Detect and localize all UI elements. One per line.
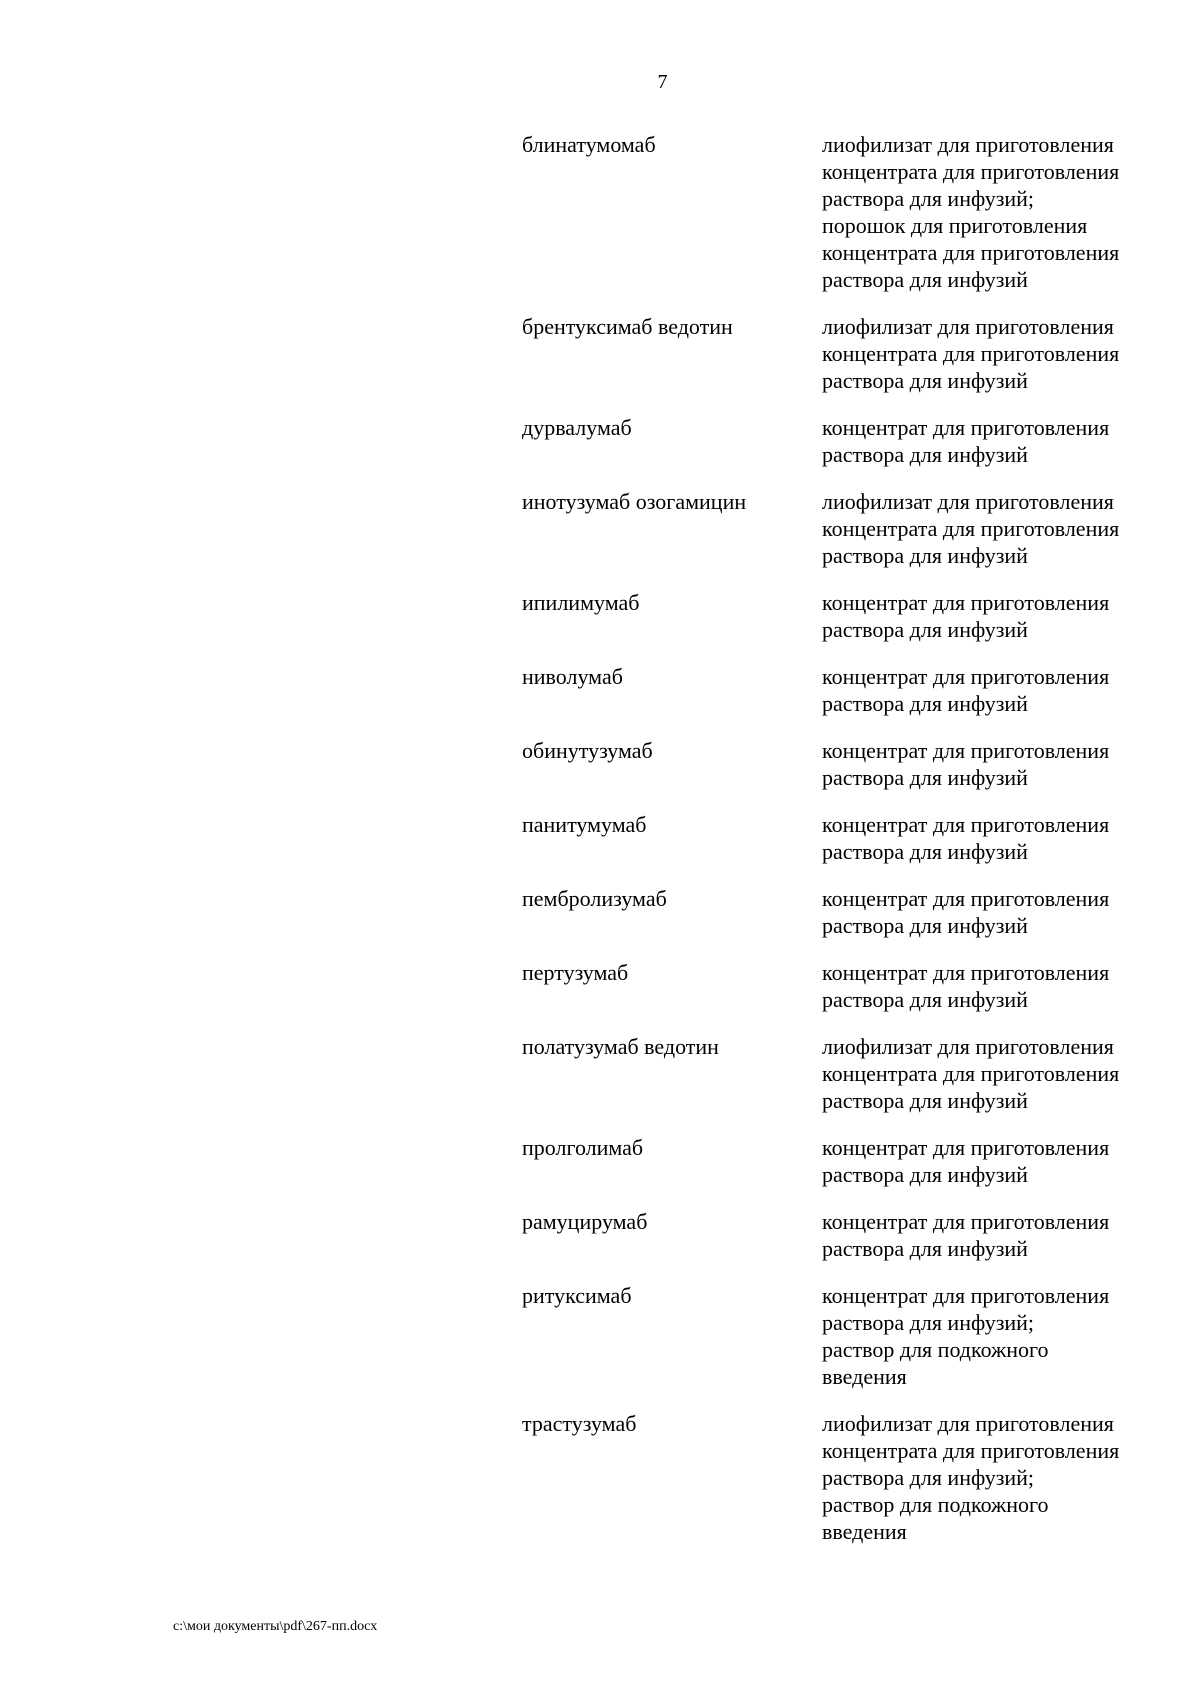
drug-name: инотузумаб озогамицин [522,489,747,514]
footer-file-path: c:\мои документы\pdf\267-пп.docx [173,1619,378,1634]
dosage-form-line: раствора для инфузий [822,543,1028,568]
dosage-form-line: лиофилизат для приготовления [822,1411,1114,1436]
drug-list [522,131,1182,1565]
dosage-form-line: концентрата для приготовления [822,1438,1120,1463]
dosage-form-line: раствора для инфузий [822,913,1028,938]
dosage-form-line: раствора для инфузий; [822,1465,1035,1490]
dosage-forms [822,1282,1182,1390]
drug-name: дурвалумаб [522,415,632,440]
drug-entry [522,131,1182,293]
dosage-form-line: концентрата для приготовления [822,159,1120,184]
drug-entry [522,959,1182,1013]
dosage-forms [822,959,1182,1013]
drug-entry [522,663,1182,717]
dosage-form-line: раствора для инфузий; [822,186,1035,211]
dosage-form-line: лиофилизат для приготовления [822,132,1114,157]
dosage-forms [822,885,1182,939]
dosage-form-line: концентрата для приготовления [822,341,1120,366]
dosage-form-line: концентрат для приготовления [822,1209,1110,1234]
dosage-forms [822,488,1182,569]
dosage-form-line: раствора для инфузий [822,1236,1028,1261]
drug-name: ритуксимаб [522,1283,632,1308]
drug-name: панитумумаб [522,812,647,837]
dosage-form-line: раствора для инфузий [822,442,1028,467]
dosage-forms [822,1208,1182,1262]
dosage-form-line: введения [822,1364,907,1389]
drug-name: пембролизумаб [522,886,667,911]
dosage-forms [822,414,1182,468]
dosage-form-line: концентрата для приготовления [822,1061,1120,1086]
dosage-forms [822,313,1182,394]
dosage-form-line: раствора для инфузий [822,691,1028,716]
dosage-form-line: лиофилизат для приготовления [822,1034,1114,1059]
dosage-form-line: концентрат для приготовления [822,1135,1110,1160]
dosage-form-line: раствор для подкожного [822,1492,1049,1517]
drug-entry [522,589,1182,643]
dosage-form-line: раствора для инфузий [822,987,1028,1012]
dosage-forms [822,737,1182,791]
drug-entry [522,885,1182,939]
dosage-form-line: концентрат для приготовления [822,886,1110,911]
dosage-form-line: раствора для инфузий [822,1162,1028,1187]
dosage-forms [822,1134,1182,1188]
drug-name: пертузумаб [522,960,629,985]
dosage-form-line: раствора для инфузий [822,839,1028,864]
drug-entry [522,811,1182,865]
dosage-form-line: лиофилизат для приготовления [822,489,1114,514]
page-number: 7 [657,71,668,93]
drug-entry [522,1410,1182,1545]
drug-name: рамуцирумаб [522,1209,648,1234]
dosage-form-line: концентрат для приготовления [822,738,1110,763]
drug-entry [522,414,1182,468]
dosage-form-line: лиофилизат для приготовления [822,314,1114,339]
dosage-form-line: концентрат для приготовления [822,960,1110,985]
drug-entry [522,737,1182,791]
drug-entry [522,1208,1182,1262]
dosage-form-line: раствора для инфузий [822,765,1028,790]
dosage-form-line: раствора для инфузий [822,368,1028,393]
dosage-forms [822,1033,1182,1114]
drug-name: ниволумаб [522,664,623,689]
drug-name: обинутузумаб [522,738,653,763]
drug-entry [522,488,1182,569]
drug-name: брентуксимаб ведотин [522,314,733,339]
dosage-form-line: концентрата для приготовления [822,516,1120,541]
dosage-forms [822,811,1182,865]
dosage-forms [822,1410,1182,1545]
dosage-forms [822,663,1182,717]
drug-name: полатузумаб ведотин [522,1034,719,1059]
drug-entry [522,1282,1182,1390]
drug-entry [522,1134,1182,1188]
dosage-form-line: концентрат для приготовления [822,415,1110,440]
drug-name: ипилимумаб [522,590,640,615]
dosage-form-line: раствора для инфузий [822,267,1028,292]
dosage-form-line: концентрат для приготовления [822,664,1110,689]
dosage-forms [822,589,1182,643]
dosage-form-line: введения [822,1519,907,1544]
dosage-form-line: раствора для инфузий [822,617,1028,642]
dosage-form-line: порошок для приготовления [822,213,1088,238]
drug-name: блинатумомаб [522,132,656,157]
dosage-form-line: концентрат для приготовления [822,1283,1110,1308]
drug-entry [522,1033,1182,1114]
dosage-form-line: концентрата для приготовления [822,240,1120,265]
drug-entry [522,313,1182,394]
drug-name: трастузумаб [522,1411,637,1436]
dosage-form-line: концентрат для приготовления [822,590,1110,615]
drug-name: пролголимаб [522,1135,644,1160]
dosage-form-line: раствор для подкожного [822,1337,1049,1362]
dosage-form-line: концентрат для приготовления [822,812,1110,837]
dosage-forms [822,131,1182,293]
dosage-form-line: раствора для инфузий; [822,1310,1035,1335]
dosage-form-line: раствора для инфузий [822,1088,1028,1113]
